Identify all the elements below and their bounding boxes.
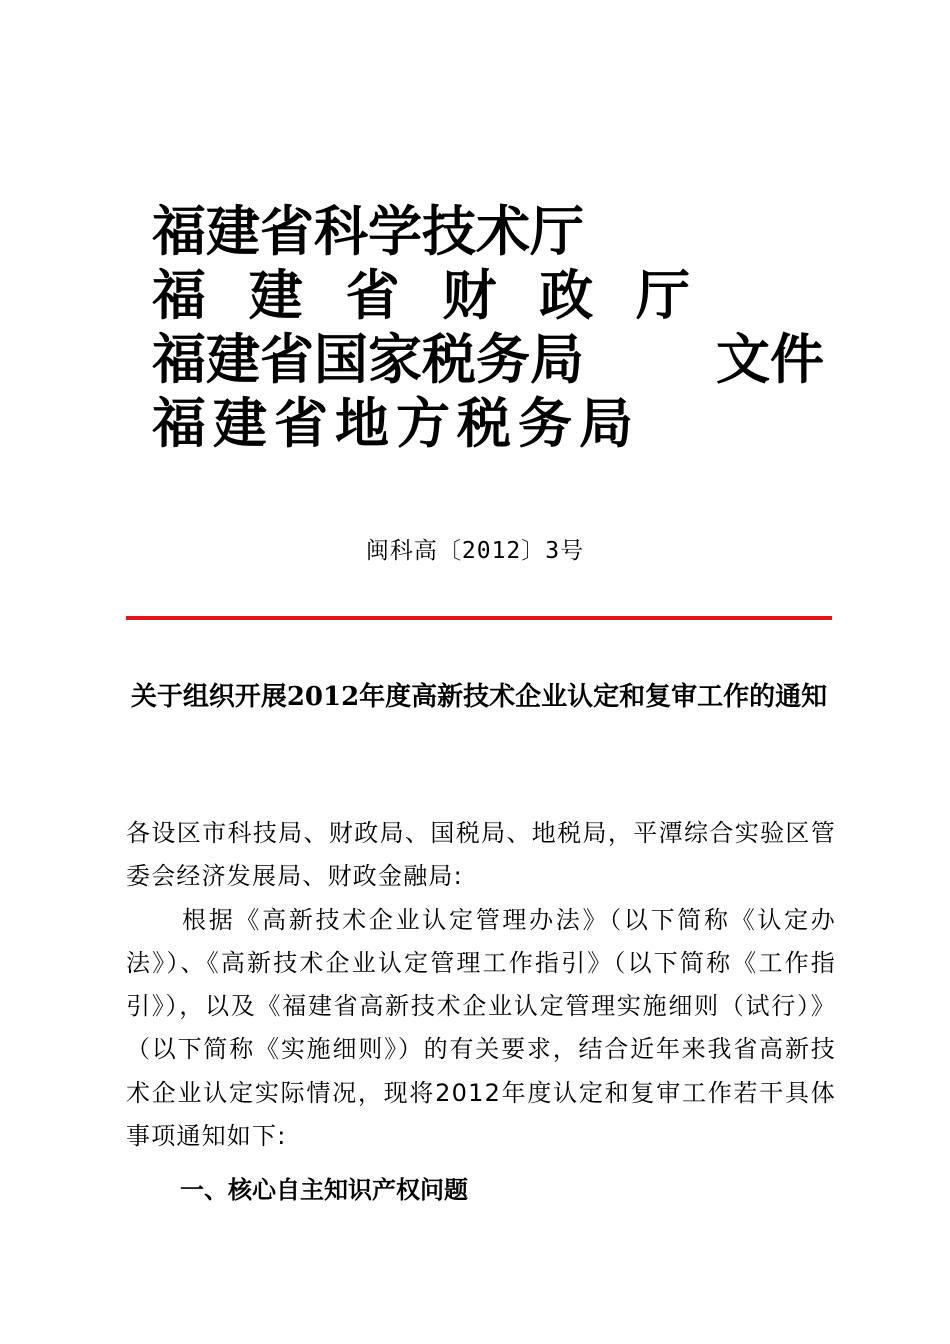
red-divider-line bbox=[126, 616, 832, 620]
document-title: 关于组织开展2012年度高新技术企业认定和复审工作的通知 bbox=[130, 682, 828, 712]
document-body bbox=[126, 812, 836, 1158]
issuer-char: 厅 bbox=[635, 264, 690, 327]
issuer-char: 福 bbox=[152, 264, 206, 327]
issuer-national-tax-row bbox=[152, 328, 824, 392]
addressee: 各设区市科技局、财政局、国税局、地税局，平潭综合实验区管委会经济发展局、财政金融局: bbox=[126, 819, 836, 891]
section-heading: 一、核心自主知识产权问题 bbox=[180, 1176, 468, 1204]
issuer-char: 建 bbox=[248, 264, 303, 327]
issuer-char: 省 bbox=[345, 264, 400, 327]
body-paragraph: 根据《高新技术企业认定管理办法》（以下简称《认定办法》）、《高新技术企业认定管理工作指引》（以下简称《工作指引》），以及《福建省高新技术企业认定管理实施细则（试行）》（以下简称《实施细则》）的有关要求，结合近年来我省高新技术企业认定实际情况，现将2012年度认定和复审工作若干具体事项通知如下: bbox=[126, 905, 836, 1151]
issuer-char: 政 bbox=[539, 264, 594, 327]
issuer-char: 财 bbox=[442, 264, 497, 327]
issuer-local-tax-bureau: 福建省地方税务局 bbox=[152, 392, 640, 455]
issuer-finance-department bbox=[152, 264, 690, 328]
issuer-science-technology-department: 福建省科学技术厅 bbox=[152, 200, 584, 263]
issuing-authorities bbox=[152, 200, 852, 456]
document-suffix: 文件 bbox=[716, 328, 824, 391]
document-number: 闽科高〔2012〕3号 bbox=[365, 538, 585, 564]
issuer-national-tax-bureau: 福建省国家税务局 bbox=[152, 328, 584, 391]
